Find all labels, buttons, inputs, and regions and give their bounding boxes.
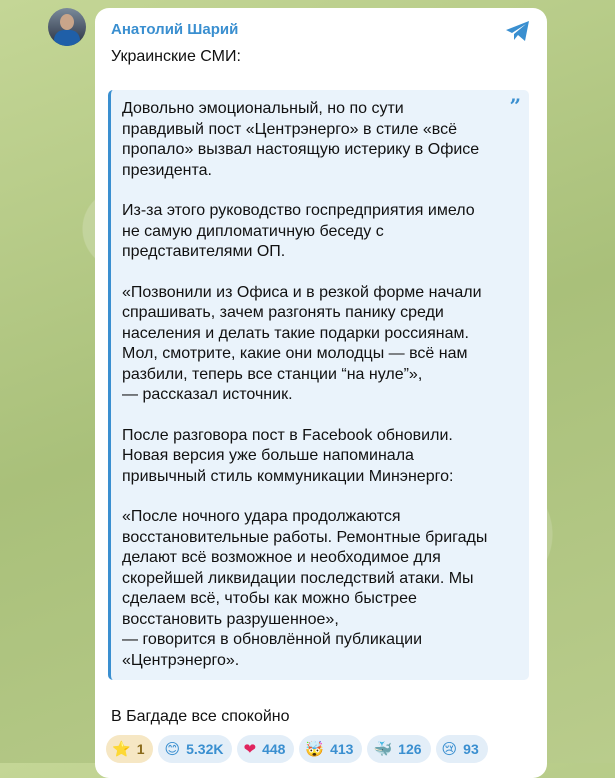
quote-paragraph: Довольно эмоциональный, но по сути правдивый пост «Центрэнерго» в стиле «всё пропало» вызвал настоящую истерику в Офисе президента. [122,100,480,179]
telegram-share-icon[interactable] [505,20,531,42]
reaction-star[interactable] [106,735,153,763]
reaction-mind-blown[interactable] [299,735,362,763]
quote-paragraph: «Позвонили из Офиса и в резкой форме начали спрашивать, зачем разгонять панику среди населения и делать такие подарки россиянам. Мол, смотрите, какие они молодцы — всё нам разбили, теперь все станции “на нуле”», — рассказал источник. [122,283,482,403]
reaction-whale[interactable] [367,735,430,763]
quote-paragraph: Из-за этого руководство госпредприятия имело не самую дипломатичную беседу с представителями ОП. [122,202,475,260]
message-bubble [95,8,547,778]
author-name[interactable]: Анатолий Шарий [111,21,239,38]
star-icon: ⭐ [112,739,131,758]
quote-paragraph: После разговора пост в Facebook обновили. Новая версия уже больше напоминала привычный стиль коммуникации Минэнерго: [122,426,454,485]
reaction-crying[interactable] [436,735,488,763]
reaction-count: 93 [463,741,479,757]
reaction-count: 126 [398,741,422,757]
reactions-bar [106,735,488,763]
smile-icon: 😊 [164,739,181,758]
quote-icon: ” [509,94,521,118]
avatar-head [60,14,74,30]
heart-icon: ❤ [243,739,257,758]
avatar-body [54,30,80,46]
reaction-count: 1 [136,741,145,757]
quote-block [108,90,529,680]
post-intro: Украинские СМИ: [111,48,241,65]
post-outro: В Багдаде все спокойно [111,708,290,725]
reaction-count: 448 [262,741,286,757]
reaction-smile[interactable] [158,735,232,763]
quote-paragraph: «После ночного удара продолжаются восстановительные работы. Ремонтные бригады делают всё возможное и необходимое для скорейшей ликвидации последствий атаки. Мы сделаем всё, чтобы как можно быстрее восстановить разрушенное», — говорится в обновлённой публикации «Центрэнерго». [122,508,488,669]
reaction-count: 413 [330,741,354,757]
mind-blown-icon: 🤯 [305,739,325,758]
reaction-heart[interactable] [237,735,294,763]
crying-icon: 😢 [441,739,458,758]
avatar[interactable] [48,8,86,46]
reaction-count: 5.32K [186,741,224,757]
whale-icon: 🐳 [373,739,393,758]
